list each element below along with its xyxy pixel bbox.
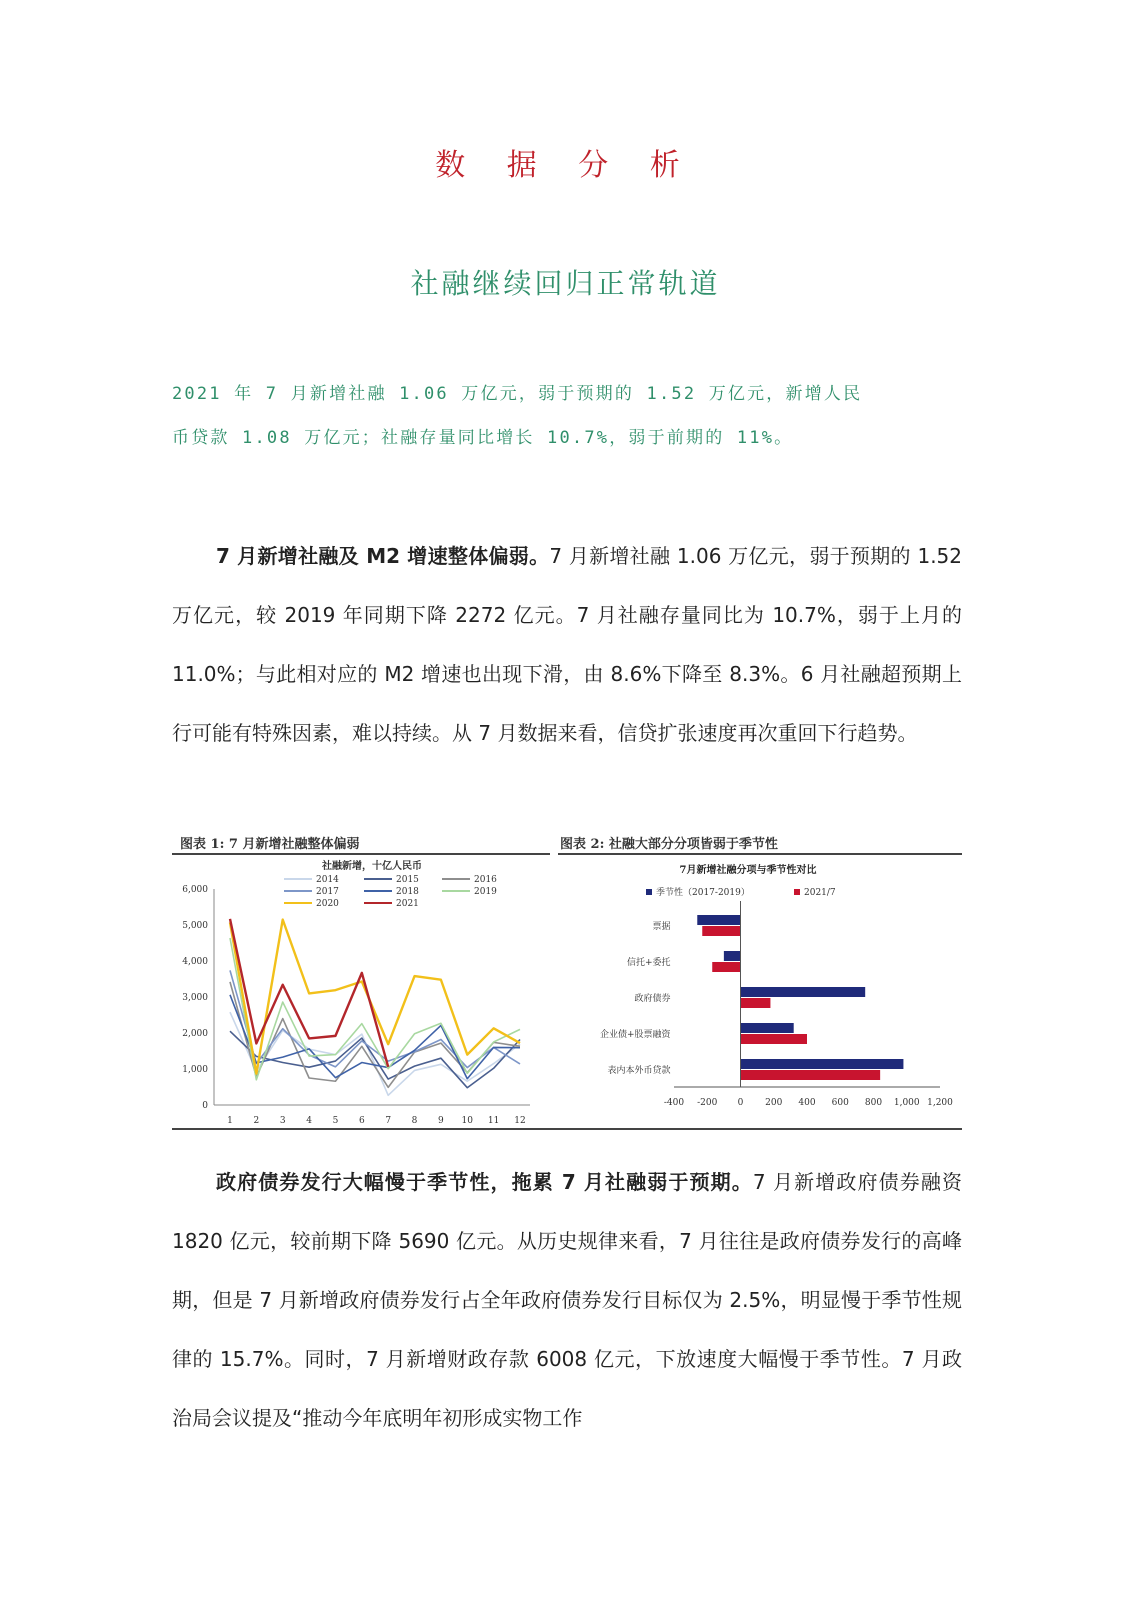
y-tick-label: 5,000: [182, 921, 208, 931]
x-tick-label: 8: [411, 1116, 418, 1126]
legend-label: 2021/7: [804, 888, 836, 898]
paragraph-body: 7 月新增政府债券融资 1820 亿元，较前期下降 5690 亿元。从历史规律来看，7 月往往是政府债券发行的高峰期，但是 7 月新增政府债券发行占全年政府债券发行目标仅为 2.5%，明显慢于季节性规律的 15.7%。同时，7 月新增财政存款 6008 亿元，下放速度大幅慢于季节性。7 月政治局会议提及“推动今年底明年初形成实物工作: [172, 1170, 962, 1430]
bar-2021: [741, 1070, 881, 1080]
x-tick-label: -200: [697, 1098, 718, 1108]
x-tick-label: 800: [864, 1098, 883, 1108]
legend-label: 2018: [396, 887, 419, 897]
figures-row: [172, 833, 962, 1133]
x-tick-label: 3: [279, 1116, 286, 1126]
x-tick-label: 4: [306, 1116, 312, 1126]
legend-swatch: [794, 889, 800, 895]
category-label: 企业债+股票融资: [599, 1030, 671, 1040]
summary-line: 2021 年 7 月新增社融 1.06 万亿元，弱于预期的 1.52 万亿元，新增人民: [172, 384, 863, 404]
x-tick-label: 9: [438, 1116, 444, 1126]
x-tick-label: 2: [253, 1116, 260, 1126]
line-chart: [172, 855, 550, 1127]
y-tick-label: 3,000: [182, 993, 208, 1003]
bar-seasonal: [741, 1059, 904, 1069]
y-tick-label: 0: [202, 1101, 208, 1111]
y-tick-label: 1,000: [182, 1065, 208, 1075]
series-line-2016: [230, 982, 520, 1087]
chart-title: 7月新增社融分项与季节性对比: [679, 865, 817, 876]
x-tick-label: 1,000: [893, 1098, 920, 1108]
category-label: 信托+委托: [626, 958, 671, 968]
bar-2021: [741, 1034, 808, 1044]
x-tick-label: 10: [461, 1116, 473, 1126]
legend-label: 2014: [316, 875, 339, 885]
paragraph-body: 7 月新增社融 1.06 万亿元，弱于预期的 1.52 万亿元，较 2019 年同期下降 2272 亿元。7 月社融存量同比为 10.7%，弱于上月的 11.0%；与此相对应的 M2 增速也出现下滑，由 8.6%下降至 8.3%。6 月社融超预期上行可能有特殊因素，难以持续。从 7 月数据来看，信贷扩张速度再次重回下行趋势。: [172, 544, 962, 745]
bar-2021: [702, 926, 740, 936]
x-tick-label: 6: [358, 1116, 365, 1126]
x-tick-label: -400: [663, 1098, 685, 1108]
legend-label: 2020: [316, 899, 339, 909]
chart-title: 社融新增，十亿人民币: [322, 861, 422, 872]
figures-bottom-rule: [172, 1128, 962, 1130]
y-tick-label: 6,000: [182, 885, 208, 895]
category-label: 表内本外币贷款: [607, 1066, 671, 1076]
legend-swatch: [646, 889, 652, 895]
bar-seasonal: [724, 951, 741, 961]
page-subtitle: 社融继续回归正常轨道: [410, 267, 721, 300]
x-tick-label: 7: [385, 1116, 392, 1126]
x-tick-label: 1,200: [927, 1098, 953, 1108]
legend-label: 2017: [316, 887, 339, 897]
paragraph: [172, 527, 962, 763]
paragraph-lead: 政府债券发行大幅慢于季节性，拖累 7 月社融弱于预期。: [216, 1170, 753, 1194]
x-tick-label: 1: [227, 1116, 233, 1126]
bar-seasonal: [697, 915, 740, 925]
legend-label: 2019: [474, 887, 497, 897]
legend-label: 季节性（2017-2019）: [656, 888, 750, 898]
page-title: 数 据 分 析: [435, 148, 696, 183]
y-tick-label: 4,000: [182, 957, 208, 967]
figure2-caption: 图表 2: 社融大部分分项皆弱于季节性: [560, 837, 778, 852]
legend-label: 2016: [474, 875, 497, 885]
x-tick-label: 0: [737, 1098, 744, 1108]
bar-2021: [712, 962, 740, 972]
paragraph: [172, 1153, 962, 1448]
y-tick-label: 2,000: [182, 1029, 208, 1039]
bar-chart: [558, 855, 962, 1127]
bar-2021: [741, 998, 771, 1008]
legend-label: 2021: [396, 899, 419, 909]
series-line-2014: [230, 1012, 520, 1095]
x-tick-label: 11: [487, 1116, 500, 1126]
legend-label: 2015: [396, 875, 419, 885]
x-tick-label: 400: [798, 1098, 816, 1108]
bar-seasonal: [741, 1023, 794, 1033]
x-tick-label: 600: [831, 1098, 849, 1108]
paragraph-lead: 7 月新增社融及 M2 增速整体偏弱。: [216, 544, 550, 568]
x-tick-label: 200: [765, 1098, 783, 1108]
x-tick-label: 12: [514, 1116, 526, 1126]
summary-block: [172, 372, 962, 460]
summary-line: 币贷款 1.08 万亿元；社融存量同比增长 10.7%，弱于前期的 11%。: [172, 428, 794, 448]
x-tick-label: 5: [332, 1116, 339, 1126]
category-label: 政府债券: [634, 994, 671, 1004]
bar-seasonal: [741, 987, 866, 997]
category-label: 票据: [652, 922, 671, 932]
figure1-caption: 图表 1: 7 月新增社融整体偏弱: [180, 837, 360, 852]
